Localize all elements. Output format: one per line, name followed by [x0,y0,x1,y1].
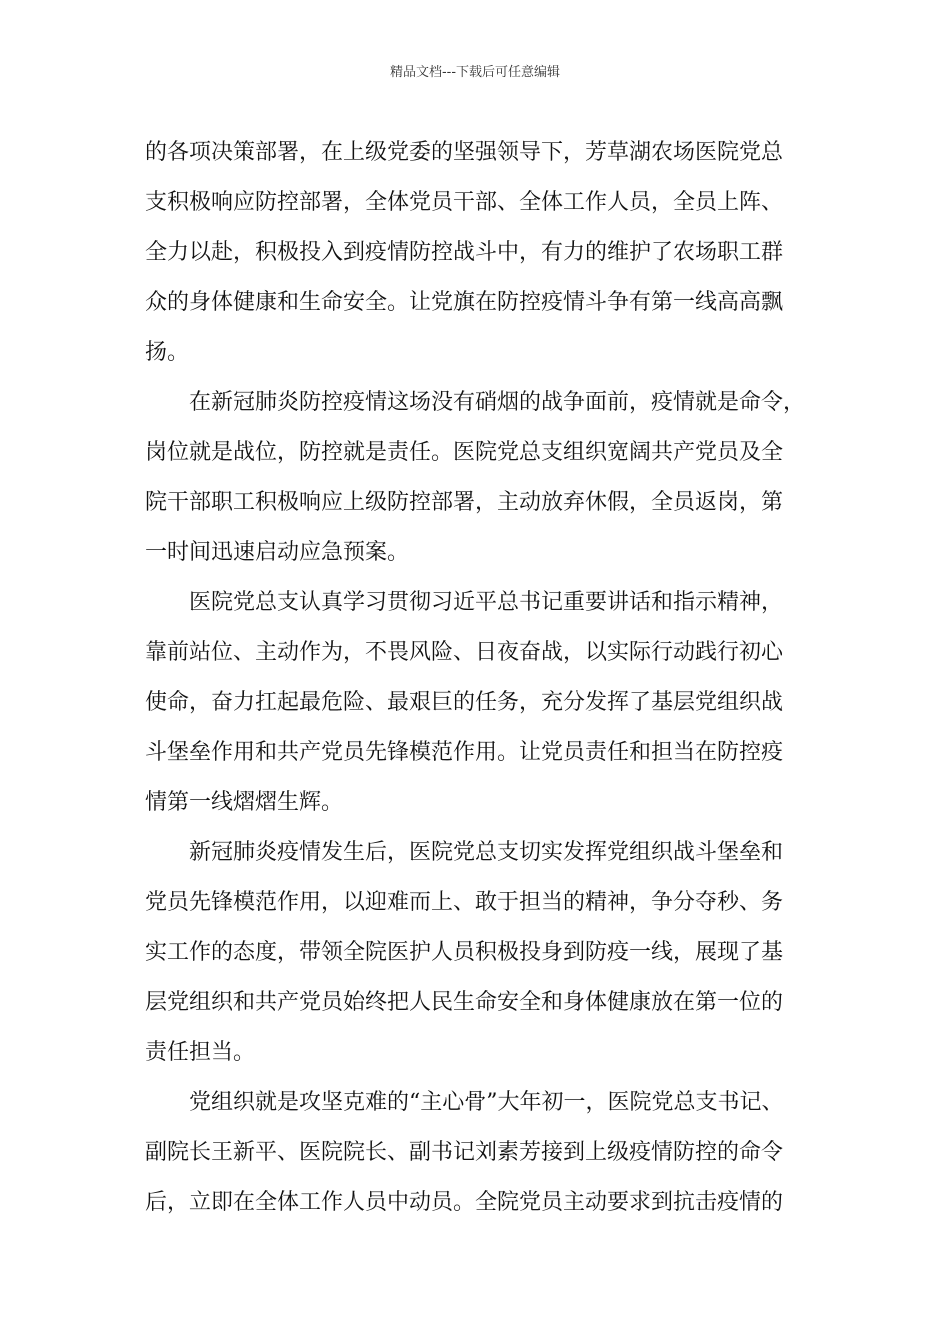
text-line: 全力以赴，积极投入到疫情防控战斗中，有力的维护了农场职工群 [145,240,784,265]
text-line: 后，立即在全体工作人员中动员。全院党员主动要求到抗击疫情的 [145,1190,784,1215]
document-body [145,128,825,1228]
text-line: 靠前站位、主动作为，不畏风险、日夜奋战，以实际行动践行初心 [145,640,784,665]
text-line: 情第一线熠熠生辉。 [145,790,344,815]
text-line: 斗堡垒作用和共产党员先锋模范作用。让党员责任和担当在防控疫 [145,740,784,765]
text-line: 一时间迅速启动应急预案。 [145,540,410,565]
paragraph-first-line: 新冠肺炎疫情发生后，医院党总支切实发挥党组织战斗堡垒和 [189,840,784,865]
text-line: 扬。 [145,340,190,365]
text-line: 副院长王新平、医院院长、副书记刘素芳接到上级疫情防控的命令 [145,1140,784,1165]
text-line: 的各项决策部署，在上级党委的坚强领导下，芳草湖农场医院党总 [145,140,784,165]
text-line: 党员先锋模范作用，以迎难而上、敢于担当的精神，争分夺秒、务 [145,890,784,915]
text-line: 使命，奋力扛起最危险、最艰巨的任务，充分发挥了基层党组织战 [145,690,784,715]
text-line: 院干部职工积极响应上级防控部署，主动放弃休假，全员返岗，第 [145,490,784,515]
text-line: 实工作的态度，带领全院医护人员积极投身到防疫一线，展现了基 [145,940,784,965]
text-line: 支积极响应防控部署，全体党员干部、全体工作人员，全员上阵、 [145,190,784,215]
page-header: 精品文档---下载后可任意编辑 [389,65,561,80]
paragraph-first-line: 党组织就是攻坚克难的“主心骨”大年初一，医院党总支书记、 [189,1090,784,1115]
text-line: 层党组织和共产党员始终把人民生命安全和身体健康放在第一位的 [145,990,784,1015]
paragraph-first-line: 医院党总支认真学习贯彻习近平总书记重要讲话和指示精神， [189,590,784,615]
text-line: 岗位就是战位，防控就是责任。医院党总支组织宽阔共产党员及全 [145,440,784,465]
text-line: 众的身体健康和生命安全。让党旗在防控疫情斗争有第一线高高飘 [145,290,784,315]
text-line: 责任担当。 [145,1040,256,1065]
paragraph-first-line: 在新冠肺炎防控疫情这场没有硝烟的战争面前，疫情就是命令， [189,390,806,415]
